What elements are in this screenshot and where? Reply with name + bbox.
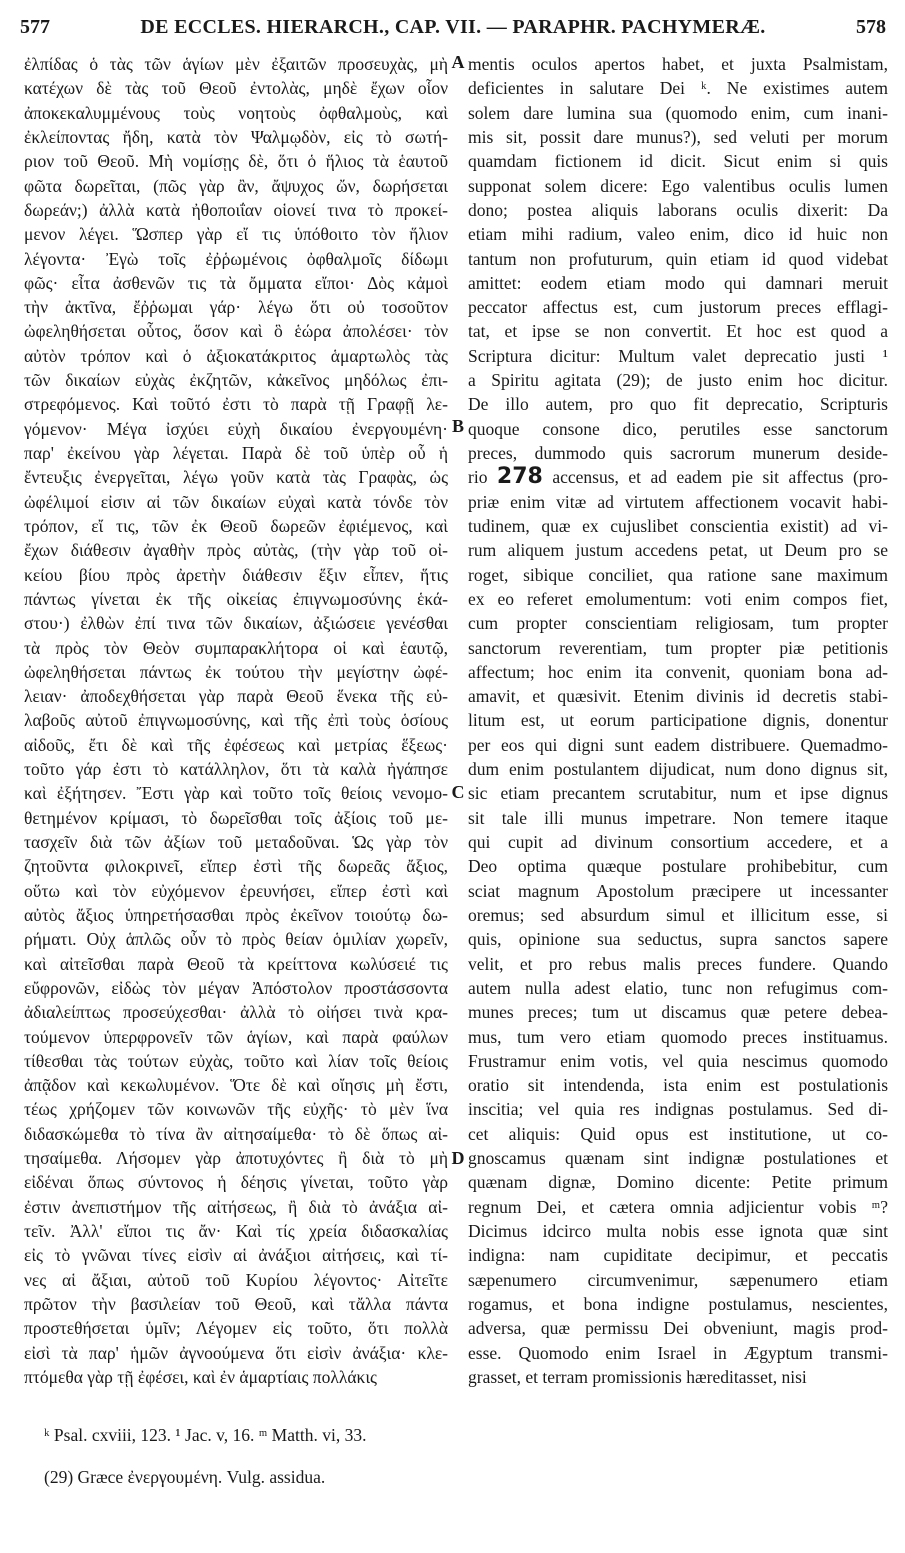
latin-text-line: cum propter conscientiam religiosam, tum propter bbox=[468, 613, 888, 634]
greek-text-line: ἐστιν ἀνεπιστήμον τῆς αἰτήσεως, ἢ διὰ τὸ ἀνάξια αἰ- bbox=[24, 1196, 448, 1217]
latin-text-line: Scriptura dicitur: Multum valet deprecatio justi ¹ bbox=[468, 345, 888, 366]
greek-text-line: τεῖν. Ἀλλ' εἴποι τις ἄν· Καὶ τίς χρεία διδασκαλίας bbox=[24, 1221, 448, 1241]
greek-text-line: τησαίμεθα. Λήσομεν γὰρ ἀποτυχόντες ἢ διὰ τὸ μὴ bbox=[24, 1148, 448, 1169]
latin-text-line: quis, opinione sua seductus, supra sanctos sapere bbox=[468, 929, 888, 950]
latin-text-line: sciat magnum Apostolum præcipere ut incessanter bbox=[468, 880, 888, 901]
footnote-references: ᵏ Psal. cxviii, 123. ¹ Jac. v, 16. ᵐ Matth. vi, 33. bbox=[44, 1425, 367, 1445]
greek-text-line: τρόπον, εἴ τις, τῶν ἐκ Θεοῦ δωρεῶν ἐφιέμενος, καὶ bbox=[24, 515, 448, 536]
latin-text-line: a Spiritu agitata (29); de justo enim hoc dicitur. bbox=[468, 370, 888, 391]
greek-text-line: πρῶτον τὴν βασιλείαν τοῦ Θεοῦ, καὶ τἄλλα πάντα bbox=[24, 1293, 448, 1314]
page-number-left: 577 bbox=[20, 16, 50, 38]
latin-text-line: tudinem, quæ ex cujuslibet conscientia existit) ad vi- bbox=[468, 515, 888, 536]
footnotes bbox=[44, 1418, 884, 1492]
latin-text-line: mentis oculos apertos habet, et juxta Psalmistam, bbox=[468, 54, 888, 74]
greek-text-line: τῶν δικαίων εὐχὰς ἐκζητῶν, κἀκεῖνος μηδόλως ἐπι- bbox=[24, 370, 448, 391]
greek-text-line: τούμενον ὑπερφρονεῖν τῶν ἁγίων, καὶ παρὰ φαύλων bbox=[24, 1026, 448, 1047]
greek-text-line: ἐλπίδας ὁ τὰς τῶν ἁγίων μὲν ἐξαιτῶν προσευχὰς, μὴ bbox=[24, 54, 448, 74]
greek-text-line: αὐτὸς ἄξιος ὑπηρετήσασθαι πρὸς ἐκεῖνον τοιούτῳ δω- bbox=[24, 904, 448, 925]
in-text-page-number: 278 bbox=[496, 465, 543, 490]
latin-text-line: priæ enim vitæ ad virtutem affectionem vocavit habi- bbox=[468, 491, 888, 512]
greek-text-line: πάντως γίνεται ἐκ τῆς οἰκείας ἐπιγνωμοσύνης ἑκά- bbox=[24, 588, 448, 609]
latin-text-line: peccator affectus est, cum justorum preces efflagi- bbox=[468, 297, 888, 318]
greek-text-line: ἔχων διάθεσιν ἀγαθὴν πρὸς αὐτὰς, (τὴν γὰρ τοῦ οἰ- bbox=[24, 540, 448, 561]
latin-text-line: qui cupit ad divinum consortium accedere, et a bbox=[468, 832, 888, 852]
latin-text-line: solem dare lumina sua (quomodo enim, cum inani- bbox=[468, 102, 888, 123]
greek-text-line: ριον τοῦ Θεοῦ. Μὴ νομίσῃς δὲ, ὅτι ὁ ἥλιος τὰ ἑαυτοῦ bbox=[24, 151, 448, 172]
greek-text-line: ἀδιαλείπτως προσεύχεσθαι· ἀλλὰ τὸ οἰήσει τινὰ κρα- bbox=[24, 1002, 448, 1023]
latin-text-line: rogamus, et bona indigne postulamus, nescientes, bbox=[468, 1293, 888, 1314]
greek-text-line: ζητοῦντα φιλοκρινεῖ, εἴπερ ἐστὶ τῆς δωρεᾶς ἄξιος, bbox=[24, 856, 448, 877]
running-title: DE ECCLES. HIERARCH., CAP. VII. — PARAPHR. PACHYMERÆ. bbox=[140, 16, 766, 38]
latin-text-line: mis sit, possit dare munus?), sed veluti per morum bbox=[468, 126, 888, 147]
greek-text-line: διδασκώμεθα τὸ τίνα ἂν αἰτησαίμεθα· τὸ δὲ ὅπως αἰ- bbox=[24, 1123, 448, 1144]
margin-marker-d: D bbox=[451, 1148, 465, 1168]
latin-text-line: sæpenumero circumvenimur, sæpenumero etiam bbox=[468, 1269, 888, 1290]
latin-text-line: amittet: eodem etiam modo qui damnari meruit bbox=[468, 272, 888, 293]
greek-text-line: πτόμεθα γὰρ τῇ ἐφέσει, καὶ ἐν ἁμαρτίαις πολλάκις bbox=[24, 1366, 377, 1387]
latin-text-line: oremus; sed absurdum simul et illicitum esse, si bbox=[468, 904, 888, 925]
latin-text-line: tantum non profuturum, quin etiam id quod videbat bbox=[468, 248, 888, 269]
latin-text-line: roget, sibique conciliet, qua ratione sane maximum bbox=[468, 564, 888, 585]
greek-text-line: λαβοῦς αὐτοῦ ἐπιγνωμοσύνης, καὶ τῆς ἐπὶ τοὺς ὁσίους bbox=[24, 710, 448, 731]
greek-text-line: εἰς τὸ γνῶναι τίνες εἰσὶν αἱ ἀνάξιοι αἰτήσεις, καὶ τί- bbox=[24, 1245, 448, 1266]
greek-text-line: ὠφέλιμοί εἰσιν αἱ τῶν δικαίων εὐχαὶ κατὰ τόνδε τὸν bbox=[24, 491, 448, 512]
margin-marker-c: C bbox=[451, 782, 465, 802]
greek-text-line: ἔντευξις ἐνεργεῖται, λέγω γοῦν κατὰ τὰς Γραφὰς, ὡς bbox=[24, 467, 448, 488]
latin-text-line: Frustramur enim votis, vel quia nescimus quomodo bbox=[468, 1050, 888, 1071]
latin-text-line: regnum Dei, et cætera omnia adjicientur vobis ᵐ? bbox=[468, 1196, 888, 1217]
footnote-29: (29) Græce ἐνεργουμένη. Vulg. assidua. bbox=[44, 1467, 326, 1487]
latin-text-line: adversa, quæ permissu Dei obveniunt, magis prod- bbox=[468, 1318, 888, 1339]
latin-text-line: supponat solem dicere: Ego valentibus oculis lumen bbox=[468, 175, 888, 196]
greek-text-line: στου·) ἐλθὼν ἐπί τινα τῶν δικαίων, ἀξιώσειε γενέσθαι bbox=[24, 613, 448, 634]
greek-text-line: καὶ ἐξήτησεν. Ἔστι γὰρ καὶ τοῦτο τοῖς θείοις νενομο- bbox=[24, 783, 448, 804]
latin-text-line: quænam dignæ, Domino dicente: Petite primum bbox=[468, 1172, 888, 1193]
latin-text-line: sic etiam precantem scrutabitur, num et ipse dignus bbox=[468, 783, 888, 804]
latin-column bbox=[468, 52, 888, 1389]
latin-text-line: velit, et pro rebus malis preces fundere. Quando bbox=[468, 953, 888, 974]
greek-text-line: κατέχων δὲ τὰς τοῦ Θεοῦ ἐντολὰς, μηδὲ ἔχων οἷον bbox=[24, 78, 448, 99]
latin-text-line: amavit, et quæsivit. Etenim divinis id decretis stabi- bbox=[468, 686, 888, 707]
latin-text-line: oratio sit intendenda, ista enim est postulationis bbox=[468, 1075, 888, 1096]
greek-text-line: τὰ πρὸς τὸν Θεὸν συμπαρακλήτορα οἱ καὶ ἑαυτῷ, bbox=[24, 637, 448, 658]
latin-text-line: sit tale illi munus impetrare. Non temere itaque bbox=[468, 807, 888, 828]
greek-text-line: κείου βίου πρὸς ἀρετὴν διάθεσιν ἕξιν εἶπεν, ἥτις bbox=[24, 564, 448, 585]
greek-text-line: τίθεσθαι τὰς τούτων εὐχὰς, τοῦτο καὶ λίαν τοῖς θείοις bbox=[24, 1050, 448, 1071]
latin-text-line: rio 278 accensus, et ad eadem pie sit affectus (pro- bbox=[468, 465, 888, 490]
greek-text-line: φῶτα δωρεῖται, (πῶς γὰρ ἂν, ἄψυχος ὤν, δωρήσεται bbox=[24, 175, 448, 196]
greek-text-line: φῶς· εἶτα ἀσθενῶν τις τὰ ὄμματα εἴποι· Δὸς κἀμοὶ bbox=[24, 272, 448, 293]
latin-text-line: Deo optima quæque postulare prohibebitur, cum bbox=[468, 856, 888, 877]
latin-text-line: ex eo referet emolumentum: voti enim compos fiet, bbox=[468, 588, 888, 609]
greek-text-line: θετημένον κρίμασι, τὸ δωρεῖσθαι τοῖς ἀξίοις τοῦ με- bbox=[24, 807, 448, 828]
latin-text-line: dum enim postulantem dijudicat, num dono dignus sit, bbox=[468, 759, 888, 780]
latin-text-line: grasset, et terram promissionis hæreditasset, nisi bbox=[468, 1366, 807, 1387]
greek-text-line: ρήματι. Οὐχ ἁπλῶς οὖν τὸ πρὸς θείαν ὁμιλίαν χωρεῖν, bbox=[24, 929, 448, 950]
latin-text-line: affectum; hoc enim ita convenit, quoniam bona ad- bbox=[468, 661, 888, 682]
latin-text-line: deficientes in salutare Dei ᵏ. Ne existimes autem bbox=[468, 78, 888, 99]
latin-text-line: gnoscamus quænam sint indignæ postulationes et bbox=[468, 1148, 888, 1169]
greek-text-line: ὠφεληθήσεται οὗτος, ὅσον καὶ ὃ ἑώρα ἀπολέσει· τὸν bbox=[24, 321, 448, 342]
greek-text-line: παρ' ἐκείνου γὰρ λέγεται. Παρὰ δὲ τοῦ ὑπὲρ οὗ ἡ bbox=[24, 443, 448, 463]
latin-text-line: cet aliquis: Quid opus est institutione, ut co- bbox=[468, 1123, 888, 1144]
greek-text-line: γόμενον· Μέγα ἰσχύει εὐχὴ δικαίου ἐνεργουμένη· bbox=[24, 418, 448, 439]
margin-marker-b: B bbox=[451, 416, 464, 436]
latin-text-line: litum est, ut eorum participatione dignis, donentur bbox=[468, 710, 888, 731]
greek-text-line: αἰδοῦς, ἔτι δὲ καὶ τῆς ἐφέσεως καὶ μετρίας ἕξεως· bbox=[24, 734, 448, 755]
latin-text-line: per eos qui digni sunt eadem distribuere. Quemadmo- bbox=[468, 734, 888, 755]
greek-text-line: οὕτω καὶ τὸν εὐχόμενον ἐρευνήσει, εἴπερ ἐστὶ καὶ bbox=[24, 880, 448, 901]
latin-text-line: tat, et ipse se non convertit. Et hoc est quod a bbox=[468, 321, 888, 342]
greek-text-line: τὴν ἀκτῖνα, ἔῤῥωμαι γάρ· λέγω ὅτι οὐ τοσοῦτον bbox=[24, 297, 448, 318]
latin-text-line: De illo autem, pro quo fit deprecatio, Scripturis bbox=[468, 394, 888, 415]
latin-text-line: Dicimus idcirco multa nobis esse ignota quæ sint bbox=[468, 1221, 888, 1241]
latin-text-line: sanctorum reverentiam, tum propter piæ petitionis bbox=[468, 637, 888, 658]
greek-text-line: λειαν· ἀποδεχθήσεται γὰρ παρὰ Θεοῦ ἕνεκα τῆς εὐ- bbox=[24, 686, 448, 707]
greek-text-line: αὐτὸν τρόπον καὶ ὁ ἀξιοκατάκριτος ἁμαρτωλὸς τὰς bbox=[24, 345, 448, 366]
greek-text-line: ἐκλείποντας ἤδη, κατὰ τὸν Ψαλμῳδὸν, εἰς τὸ σωτή- bbox=[24, 126, 448, 147]
greek-text-line: ἀποκεκαλυμμένους τοὺς νοητοὺς ὀφθαλμοὺς, καὶ bbox=[24, 102, 448, 123]
latin-text-line: autem nulla adest elatio, tunc non refugimus com- bbox=[468, 977, 888, 998]
latin-text-line: quamdam fictionem id dicit. Sicut enim si quis bbox=[468, 151, 888, 172]
greek-text-line: νες αἱ ἄξιαι, αὐτοῦ τοῦ Κυρίου λέγοντος· Αἰτεῖτε bbox=[24, 1269, 448, 1290]
page-number-right: 578 bbox=[856, 16, 886, 38]
greek-text-line: τασχεῖν διὰ τῶν ἀξίων τοῦ μεταδοῦναι. Ὡς γὰρ τὸν bbox=[24, 832, 448, 852]
greek-text-line: εἰδέναι ὅπως σύντονος ἡ δέησις γίνεται, τοῦτο γὰρ bbox=[24, 1172, 448, 1193]
latin-text-line: mus, tum vero etiam quomodo preces instituamus. bbox=[468, 1026, 888, 1047]
latin-text-line: dono; postea aliquis laborans oculis dixerit: Da bbox=[468, 199, 888, 220]
latin-text-line: inscitia; vel quia res indignas postulamus. Sed di- bbox=[468, 1099, 888, 1120]
greek-text-line: στρεφόμενος. Καὶ τοῦτό ἐστι τὸ παρὰ τῇ Γραφῇ λε- bbox=[24, 394, 448, 415]
latin-text-line: indigna: nam cupiditate decipimur, et peccatis bbox=[468, 1245, 888, 1266]
greek-text-line: καὶ αἰτεῖσθαι παρὰ Θεοῦ τὰ κρείττονα κωλύσειέ τις bbox=[24, 953, 448, 974]
greek-text-line: τοῦτο γάρ ἐστι τὸ κατάλληλον, ὅτι τὰ καλὰ ἠγάπησε bbox=[24, 759, 448, 780]
greek-text-line: εὔφρονῶν, εἰδὼς τὸν μέγαν Ἀπόστολον προστάσσοντα bbox=[24, 977, 448, 998]
greek-text-line: εἰσὶ τὰ παρ' ἡμῶν ἀγνοούμενα ὅτι εἰσὶν ἀνάξια· κλε- bbox=[24, 1342, 448, 1363]
greek-text-line: ὠφεληθήσεται πάντως ἐκ τούτου τὴν μεγίστην ὠφέ- bbox=[24, 661, 448, 682]
greek-text-line: προστεθήσεται ὑμῖν; Λέγομεν εἰς τοῦτο, ὅτι πολλὰ bbox=[24, 1318, 448, 1339]
latin-text-line: etiam mihi radium, valeo enim, dico id huic non bbox=[468, 224, 888, 245]
greek-text-line: λέγοντα· Ἐγὼ τοῖς ἐῤῥωμένοις ὀφθαλμοῖς δίδωμι bbox=[24, 248, 448, 269]
page-header bbox=[20, 16, 886, 42]
latin-text-line: munes preces; tum ut discamus quæ petere debea- bbox=[468, 1002, 888, 1023]
margin-marker-a: A bbox=[451, 52, 465, 72]
latin-text-line: preces, dummodo quis sacrorum munerum deside- bbox=[468, 443, 888, 463]
greek-column bbox=[24, 52, 448, 1389]
greek-text-line: τέως χρήζομεν τῶν κοινωνῶν τῆς εὐχῆς· τὸ μὲν ἵνα bbox=[24, 1099, 448, 1120]
greek-text-line: μενον λέγει. Ὥσπερ γὰρ εἴ τις ὑπόθοιτο τὸν ἥλιον bbox=[24, 224, 448, 245]
latin-text-line: rum aliquem justum accedens petat, ut Deum pro se bbox=[468, 540, 888, 561]
latin-text-line: esse. Quomodo enim Israel in Ægyptum transmi- bbox=[468, 1342, 888, 1363]
greek-text-line: δωρεάν;) ἀλλὰ κατὰ ἠθοποιΐαν οἱονεί τινα τὸ προκεί- bbox=[24, 199, 448, 220]
greek-text-line: ἀπᾷδον καὶ κεκωλυμένον. Ὅτε δὲ καὶ οἴησις μὴ ἔστι, bbox=[24, 1075, 448, 1096]
latin-text-line: quoque consone dico, perutiles esse sanctorum bbox=[468, 418, 888, 439]
